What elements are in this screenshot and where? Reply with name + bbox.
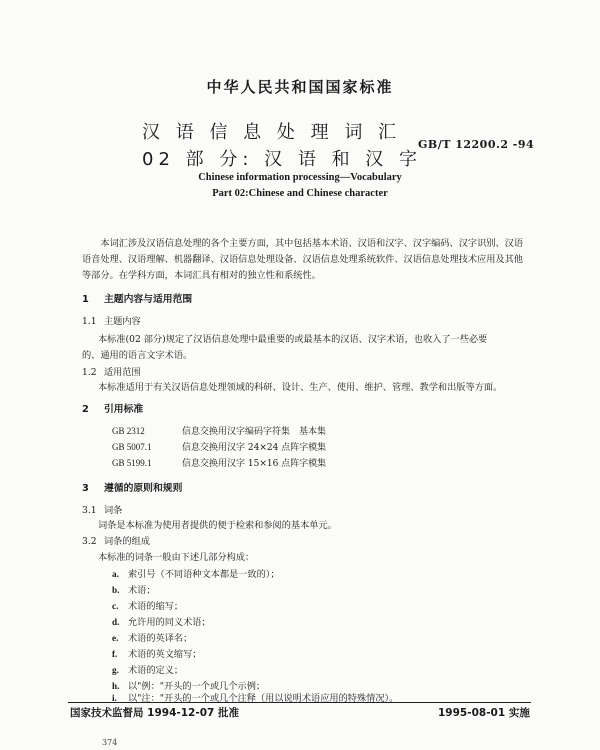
list-label: c. [112, 601, 119, 611]
list-label: h. [112, 681, 120, 691]
list-item [112, 582, 156, 596]
reference-code: GB 5199.1 [112, 458, 152, 468]
intro-paragraph: 本词汇涉及汉语信息处理的各个主要方面，其中包括基本术语、汉语和汉字、汉字编码、汉字识别、汉语语音处理、汉语理解、机器翻译、汉语信息处理设备、汉语信息处理系统软件、汉语信息处理技术应用及其他等部分。在学科方面，本词汇具有相对的独立性和系统性。 [82, 238, 524, 281]
national-standard-heading: 中华人民共和国国家标准 [206, 78, 394, 96]
list-item [112, 662, 183, 676]
reference-item [112, 440, 326, 453]
section-title: 主题内容 [104, 316, 141, 327]
list-text: 以"例："开头的一个或几个示例； [128, 681, 266, 692]
section-1-1-text-b: 的、通用的语言文字术语。 [82, 350, 193, 361]
list-text: 术语的缩写； [128, 601, 184, 612]
list-text: 允许用的同义术语； [128, 617, 211, 628]
list-item [112, 598, 183, 612]
list-label: e. [112, 633, 119, 643]
section-1-1-heading [82, 313, 141, 327]
approval-date: 国家技术监督局 1994-12-07 批准 [70, 707, 239, 719]
section-3-2-heading [82, 533, 150, 547]
english-title-line-1: Chinese information processing—Vocabulary [198, 172, 402, 183]
section-title: 引用标准 [104, 404, 144, 415]
reference-title: 信息交换用汉字编码字符集 基本集 [182, 427, 327, 437]
list-text: 术语的英文缩写； [128, 649, 202, 660]
list-label: d. [112, 617, 120, 627]
section-1-heading [82, 291, 192, 305]
list-text: 术语； [128, 585, 156, 596]
list-item [112, 614, 211, 628]
document-title-line-2: 02 部 分: 汉 语 和 汉 字 [142, 149, 423, 170]
section-number: 1 [82, 294, 89, 305]
section-number: 3 [82, 483, 89, 494]
section-title: 适用范围 [104, 367, 141, 378]
section-number: 1.1 [82, 316, 97, 327]
reference-code: GB 2312 [112, 426, 145, 436]
section-title: 词条的组成 [104, 536, 150, 547]
section-3-2-text: 本标准的词条一般由下述几部分构成： [98, 552, 255, 563]
section-title: 主题内容与适用范围 [104, 294, 193, 305]
section-1-2-text: 本标准适用于有关汉语信息处理领域的科研、设计、生产、使用、维护、管理、教学和出版等方面。 [98, 382, 503, 393]
section-2-heading [82, 401, 143, 415]
section-title: 遵循的原则和规则 [104, 483, 183, 494]
reference-title: 信息交换用汉字 24×24 点阵字模集 [182, 443, 327, 453]
page-number: 374 [102, 738, 118, 747]
section-3-1-text: 词条是本标准为使用者提供的便于检索和参阅的基本单元。 [98, 520, 337, 531]
list-text: 术语的英译名； [128, 633, 193, 644]
section-number: 3.2 [82, 536, 97, 547]
list-label: g. [112, 665, 119, 675]
section-3-heading [82, 480, 182, 494]
list-label: a. [112, 569, 119, 579]
section-1-1-text-a: 本标准(02 部分)规定了汉语信息处理中最重要的或最基本的汉语、汉字术语，也收入了一些必要 [98, 334, 488, 345]
list-text: 以"注："开头的一个或几个注释（用以说明术语应用的特殊情况）。 [128, 693, 399, 704]
standard-code: GB/T 12200.2 -94 [418, 138, 535, 151]
footer-divider [68, 702, 531, 703]
list-item [112, 566, 280, 580]
reference-item [112, 456, 326, 469]
list-item [112, 630, 192, 644]
reference-title: 信息交换用汉字 15×16 点阵字模集 [182, 459, 327, 469]
section-number: 1.2 [82, 367, 97, 378]
reference-code: GB 5007.1 [112, 442, 152, 452]
list-item [112, 646, 202, 660]
document-title-line-1: 汉 语 信 息 处 理 词 汇 [142, 122, 402, 143]
list-label: i. [112, 693, 117, 703]
list-text: 索引号（不同语种文本都是一致的）； [128, 569, 280, 580]
section-1-2-heading [82, 364, 141, 378]
section-number: 2 [82, 404, 89, 415]
section-number: 3.1 [82, 505, 97, 516]
english-title-line-2: Part 02:Chinese and Chinese character [212, 188, 388, 199]
list-label: f. [112, 649, 118, 659]
reference-item [112, 424, 326, 437]
list-text: 术语的定义； [128, 665, 184, 676]
section-title: 词条 [104, 505, 123, 516]
implementation-date: 1995-08-01 实施 [438, 707, 530, 719]
section-3-1-heading [82, 502, 122, 516]
list-label: b. [112, 585, 120, 595]
